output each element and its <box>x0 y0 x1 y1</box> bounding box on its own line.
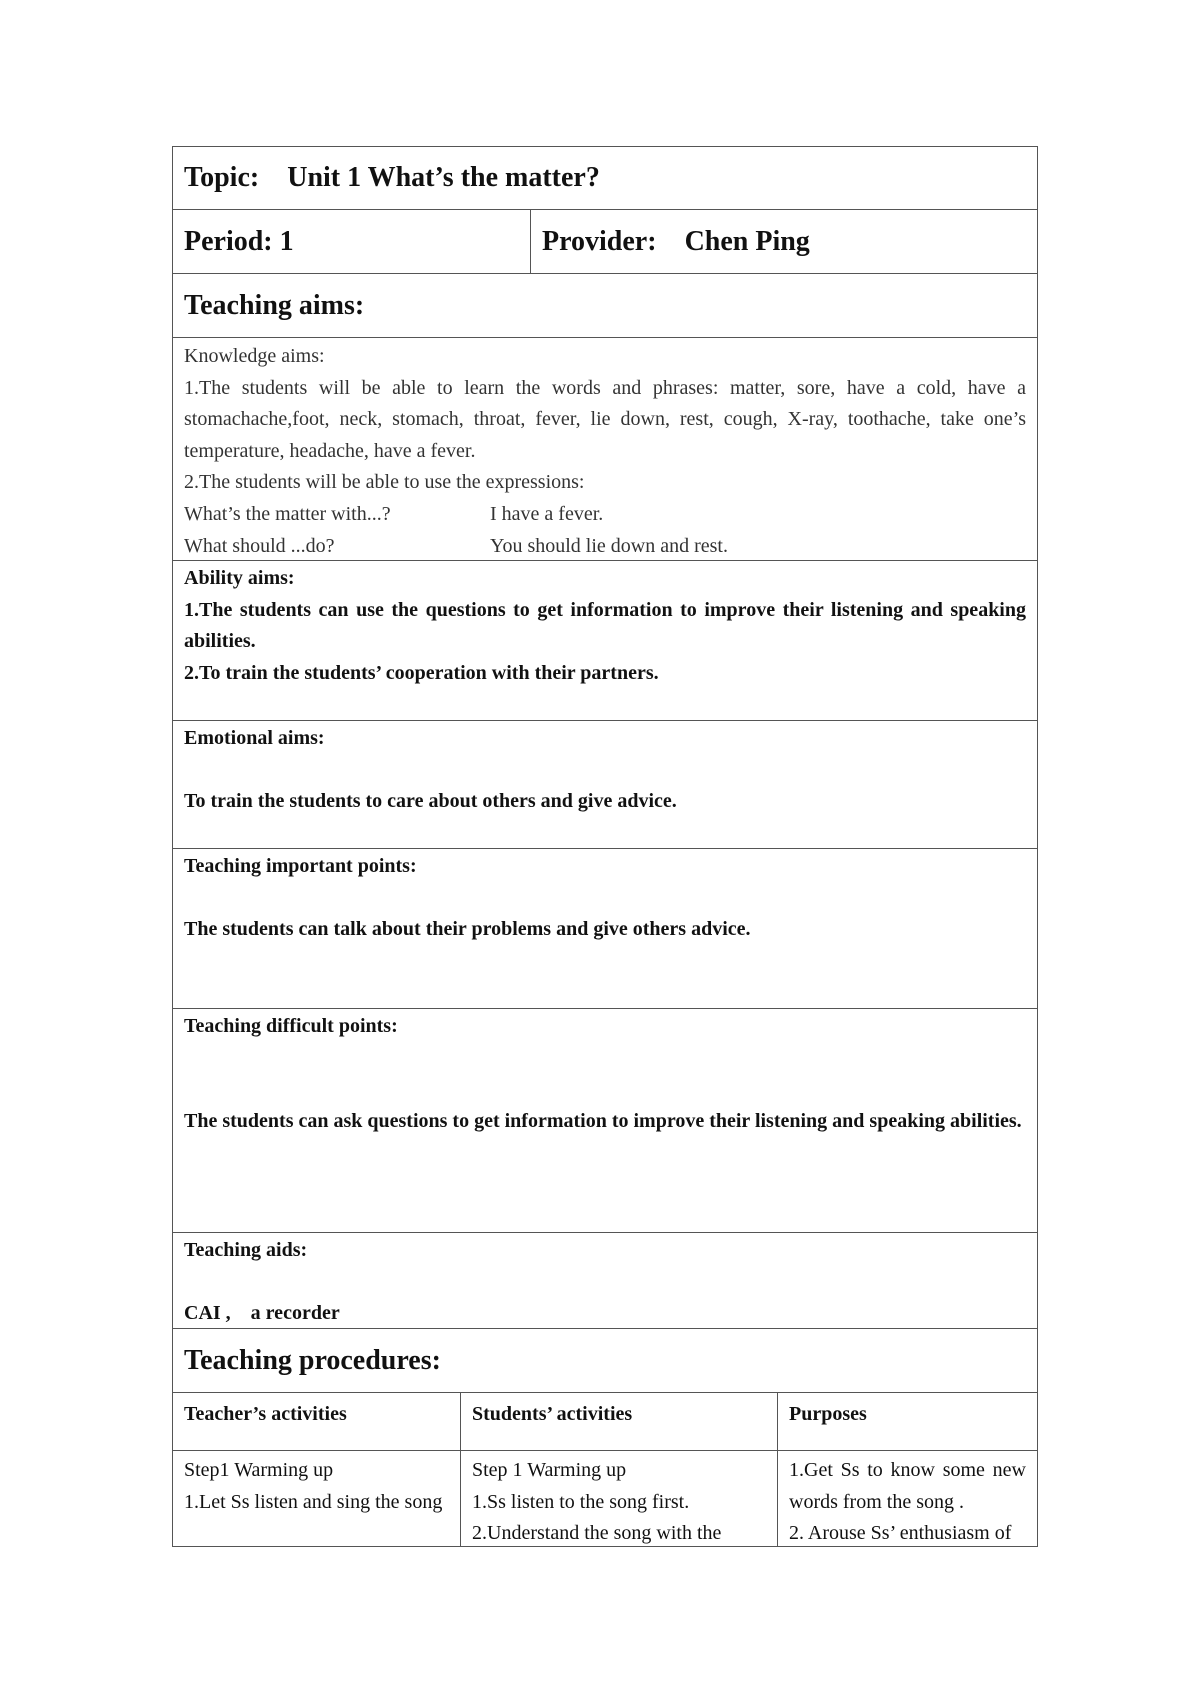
students-activity-line: Step 1 Warming up <box>472 1459 627 1481</box>
knowledge-aims-item-1: 1.The students will be able to learn the words and phrases: matter, sore, have a cold, have a stomachache,foot, neck, stomach, throat, fever, lie down, rest, cough, X-ray, toothache, take one’s temperature, headache, have a fever. <box>184 376 1026 462</box>
knowledge-aims-item-2: 2.The students will be able to use the expressions: <box>184 471 585 494</box>
expression-row-2 <box>184 531 1026 563</box>
students-activities-cell <box>461 1451 778 1546</box>
period-text: Period: 1 <box>184 225 294 257</box>
provider-value: Chen Ping <box>684 225 810 257</box>
period-provider-row <box>172 210 1038 274</box>
important-points-label: Teaching important points: <box>184 855 417 877</box>
purpose-line: 2. Arouse Ss’ enthusiasm of <box>789 1522 1012 1545</box>
emotional-aims-section <box>172 721 1038 849</box>
topic-value: Unit 1 What’s the matter? <box>287 162 600 193</box>
teaching-aids-section <box>172 1233 1038 1329</box>
purposes-cell <box>778 1451 1037 1546</box>
teacher-activity-line: Step1 Warming up <box>184 1459 334 1481</box>
expression-question-1: What’s the matter with...? <box>184 502 391 525</box>
provider-label: Provider: <box>542 225 657 257</box>
difficult-points-section <box>172 1009 1038 1233</box>
teaching-aims-heading: Teaching aims: <box>184 289 365 321</box>
teacher-activity-line: 1.Let Ss listen and sing the song <box>184 1490 443 1513</box>
topic-label: Topic: <box>184 162 260 193</box>
period-cell <box>173 210 531 273</box>
knowledge-aims-label: Knowledge aims: <box>184 345 325 367</box>
purpose-line: 1.Get Ss to know some new words from the song . <box>789 1459 1026 1513</box>
teaching-aids-label: Teaching aids: <box>184 1239 308 1261</box>
difficult-points-text: The students can ask questions to get information to improve their listening and speaking abilities. <box>184 1109 1022 1132</box>
ability-aims-item-2: 2.To train the students’ cooperation with their partners. <box>184 661 659 684</box>
students-activity-line: 1.Ss listen to the song first. <box>472 1490 690 1513</box>
expression-row-1 <box>184 499 1026 531</box>
column-header-teacher: Teacher’s activities <box>173 1393 461 1450</box>
lesson-plan-table <box>172 146 1038 1547</box>
teaching-procedures-heading-row <box>172 1329 1038 1393</box>
column-header-purposes: Purposes <box>789 1403 867 1425</box>
important-points-text: The students can talk about their problems and give others advice. <box>184 918 751 941</box>
column-header-students: Students’ activities <box>461 1393 778 1450</box>
ability-aims-item-1: 1.The students can use the questions to get information to improve their listening and speaking abilities. <box>184 598 1026 653</box>
emotional-aims-text: To train the students to care about others and give advice. <box>184 790 677 813</box>
procedures-body-row <box>172 1451 1038 1547</box>
teaching-aids-text: CAI , a recorder <box>184 1302 340 1325</box>
ability-aims-label: Ability aims: <box>184 567 295 589</box>
ability-aims-section <box>172 561 1038 721</box>
teaching-aims-heading-row <box>172 274 1038 338</box>
procedures-header-row <box>172 1393 1038 1451</box>
teaching-procedures-heading: Teaching procedures: <box>184 1344 441 1376</box>
expression-answer-2: You should lie down and rest. <box>490 534 728 557</box>
teacher-activities-cell <box>173 1451 461 1546</box>
knowledge-aims-section <box>172 338 1038 561</box>
students-activity-line: 2.Understand the song with the <box>472 1522 722 1545</box>
topic-row <box>172 146 1038 210</box>
provider-cell <box>531 210 821 273</box>
emotional-aims-label: Emotional aims: <box>184 727 325 749</box>
expression-answer-1: I have a fever. <box>490 502 604 525</box>
difficult-points-label: Teaching difficult points: <box>184 1015 398 1037</box>
important-points-section <box>172 849 1038 1009</box>
expression-question-2: What should ...do? <box>184 534 335 557</box>
